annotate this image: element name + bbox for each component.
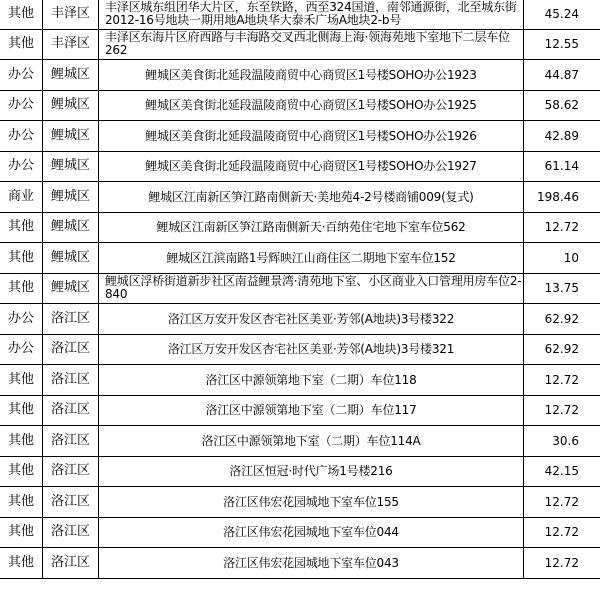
- address-cell: 鲤城区美食街北延段温陵商贸中心商贸区1号楼SOHO办公1923: [99, 60, 524, 91]
- area-cell: 10: [524, 243, 600, 274]
- address-cell: 鲤城区美食街北延段温陵商贸中心商贸区1号楼SOHO办公1925: [99, 90, 524, 121]
- table-row: [0, 151, 600, 182]
- area-cell: 12.72: [524, 487, 600, 518]
- table-row: [0, 121, 600, 152]
- address-cell: 洛江区恒冠·时代广场1号楼216: [99, 456, 524, 487]
- table-row: [0, 548, 600, 579]
- address-cell: 洛江区伟宏花园城地下室车位044: [99, 517, 524, 548]
- area-cell: 198.46: [524, 182, 600, 213]
- address-cell: 鲤城区美食街北延段温陵商贸中心商贸区1号楼SOHO办公1927: [99, 151, 524, 182]
- area-cell: 42.89: [524, 121, 600, 152]
- table-row: [0, 487, 600, 518]
- table-row: [0, 0, 600, 29]
- address-cell: 洛江区万安开发区杏宅社区美亚·芳邻(A地块)3号楼322: [99, 304, 524, 335]
- type-cell: 商业: [0, 182, 43, 213]
- address-cell: 洛江区伟宏花园城地下室车位043: [99, 548, 524, 579]
- table-row: [0, 90, 600, 121]
- district-cell: 丰泽区: [43, 29, 99, 60]
- table-row: [0, 426, 600, 457]
- type-cell: 办公: [0, 90, 43, 121]
- table-row: [0, 365, 600, 396]
- type-cell: 其他: [0, 273, 43, 304]
- area-cell: 12.72: [524, 548, 600, 579]
- district-cell: 鲤城区: [43, 182, 99, 213]
- address-cell: 洛江区万安开发区杏宅社区美亚·芳邻(A地块)3号楼321: [99, 334, 524, 365]
- district-cell: 洛江区: [43, 517, 99, 548]
- table-row: [0, 212, 600, 243]
- area-cell: 12.72: [524, 517, 600, 548]
- address-cell: 鲤城区浮桥街道新步社区南益鲤景湾·清苑地下室、小区商业入口管理用房车位2-840: [99, 273, 524, 304]
- address-cell: 洛江区中源领第地下室（二期）车位114A: [99, 426, 524, 457]
- area-cell: 62.92: [524, 334, 600, 365]
- area-cell: 45.24: [524, 0, 600, 29]
- address-cell: 鲤城区美食街北延段温陵商贸中心商贸区1号楼SOHO办公1926: [99, 121, 524, 152]
- type-cell: 其他: [0, 487, 43, 518]
- table-row: [0, 517, 600, 548]
- address-cell: 丰泽区城东组团华大片区，东至铁路，西至324国道，南邻通源街，北至城东街2012-16号地块一期用地A地块华大泰禾广场A地块2-b号: [99, 0, 524, 29]
- table-row: [0, 304, 600, 335]
- district-cell: 洛江区: [43, 304, 99, 335]
- table-row: [0, 395, 600, 426]
- district-cell: 丰泽区: [43, 0, 99, 29]
- table-row: [0, 243, 600, 274]
- type-cell: 其他: [0, 426, 43, 457]
- area-cell: 12.72: [524, 365, 600, 396]
- table-row: [0, 334, 600, 365]
- type-cell: 办公: [0, 151, 43, 182]
- type-cell: 其他: [0, 456, 43, 487]
- district-cell: 鲤城区: [43, 60, 99, 91]
- area-cell: 12.72: [524, 395, 600, 426]
- district-cell: 鲤城区: [43, 121, 99, 152]
- district-cell: 洛江区: [43, 395, 99, 426]
- type-cell: 办公: [0, 304, 43, 335]
- table-row: [0, 456, 600, 487]
- district-cell: 洛江区: [43, 426, 99, 457]
- type-cell: 其他: [0, 243, 43, 274]
- type-cell: 办公: [0, 121, 43, 152]
- address-cell: 洛江区中源领第地下室（二期）车位117: [99, 395, 524, 426]
- address-cell: 鲤城区江滨南路1号辉映江山商住区二期地下室车位152: [99, 243, 524, 274]
- area-cell: 12.72: [524, 212, 600, 243]
- area-cell: 42.15: [524, 456, 600, 487]
- address-cell: 鲤城区江南新区笋江路南侧新天·百纳苑住宅地下室车位562: [99, 212, 524, 243]
- area-cell: 44.87: [524, 60, 600, 91]
- area-cell: 62.92: [524, 304, 600, 335]
- table-row: [0, 273, 600, 304]
- area-cell: 61.14: [524, 151, 600, 182]
- area-cell: 12.55: [524, 29, 600, 60]
- district-cell: 鲤城区: [43, 90, 99, 121]
- type-cell: 其他: [0, 29, 43, 60]
- type-cell: 办公: [0, 334, 43, 365]
- table-row: [0, 60, 600, 91]
- district-cell: 鲤城区: [43, 243, 99, 274]
- type-cell: 其他: [0, 548, 43, 579]
- type-cell: 其他: [0, 365, 43, 396]
- address-cell: 洛江区伟宏花园城地下室车位155: [99, 487, 524, 518]
- district-cell: 洛江区: [43, 548, 99, 579]
- area-cell: 13.75: [524, 273, 600, 304]
- type-cell: 其他: [0, 517, 43, 548]
- table-row: [0, 29, 600, 60]
- district-cell: 鲤城区: [43, 212, 99, 243]
- district-cell: 洛江区: [43, 487, 99, 518]
- address-cell: 鲤城区江南新区笋江路南侧新天·美地苑4-2号楼商铺009(复式): [99, 182, 524, 213]
- type-cell: 其他: [0, 395, 43, 426]
- district-cell: 鲤城区: [43, 273, 99, 304]
- address-cell: 丰泽区东海片区府西路与丰海路交叉西北侧海上海·领海苑地下室地下二层车位262: [99, 29, 524, 60]
- table-row: [0, 182, 600, 213]
- type-cell: 其他: [0, 0, 43, 29]
- type-cell: 其他: [0, 212, 43, 243]
- address-cell: 洛江区中源领第地下室（二期）车位118: [99, 365, 524, 396]
- district-cell: 洛江区: [43, 365, 99, 396]
- area-cell: 30.6: [524, 426, 600, 457]
- area-cell: 58.62: [524, 90, 600, 121]
- type-cell: 办公: [0, 60, 43, 91]
- district-cell: 洛江区: [43, 334, 99, 365]
- district-cell: 洛江区: [43, 456, 99, 487]
- district-cell: 鲤城区: [43, 151, 99, 182]
